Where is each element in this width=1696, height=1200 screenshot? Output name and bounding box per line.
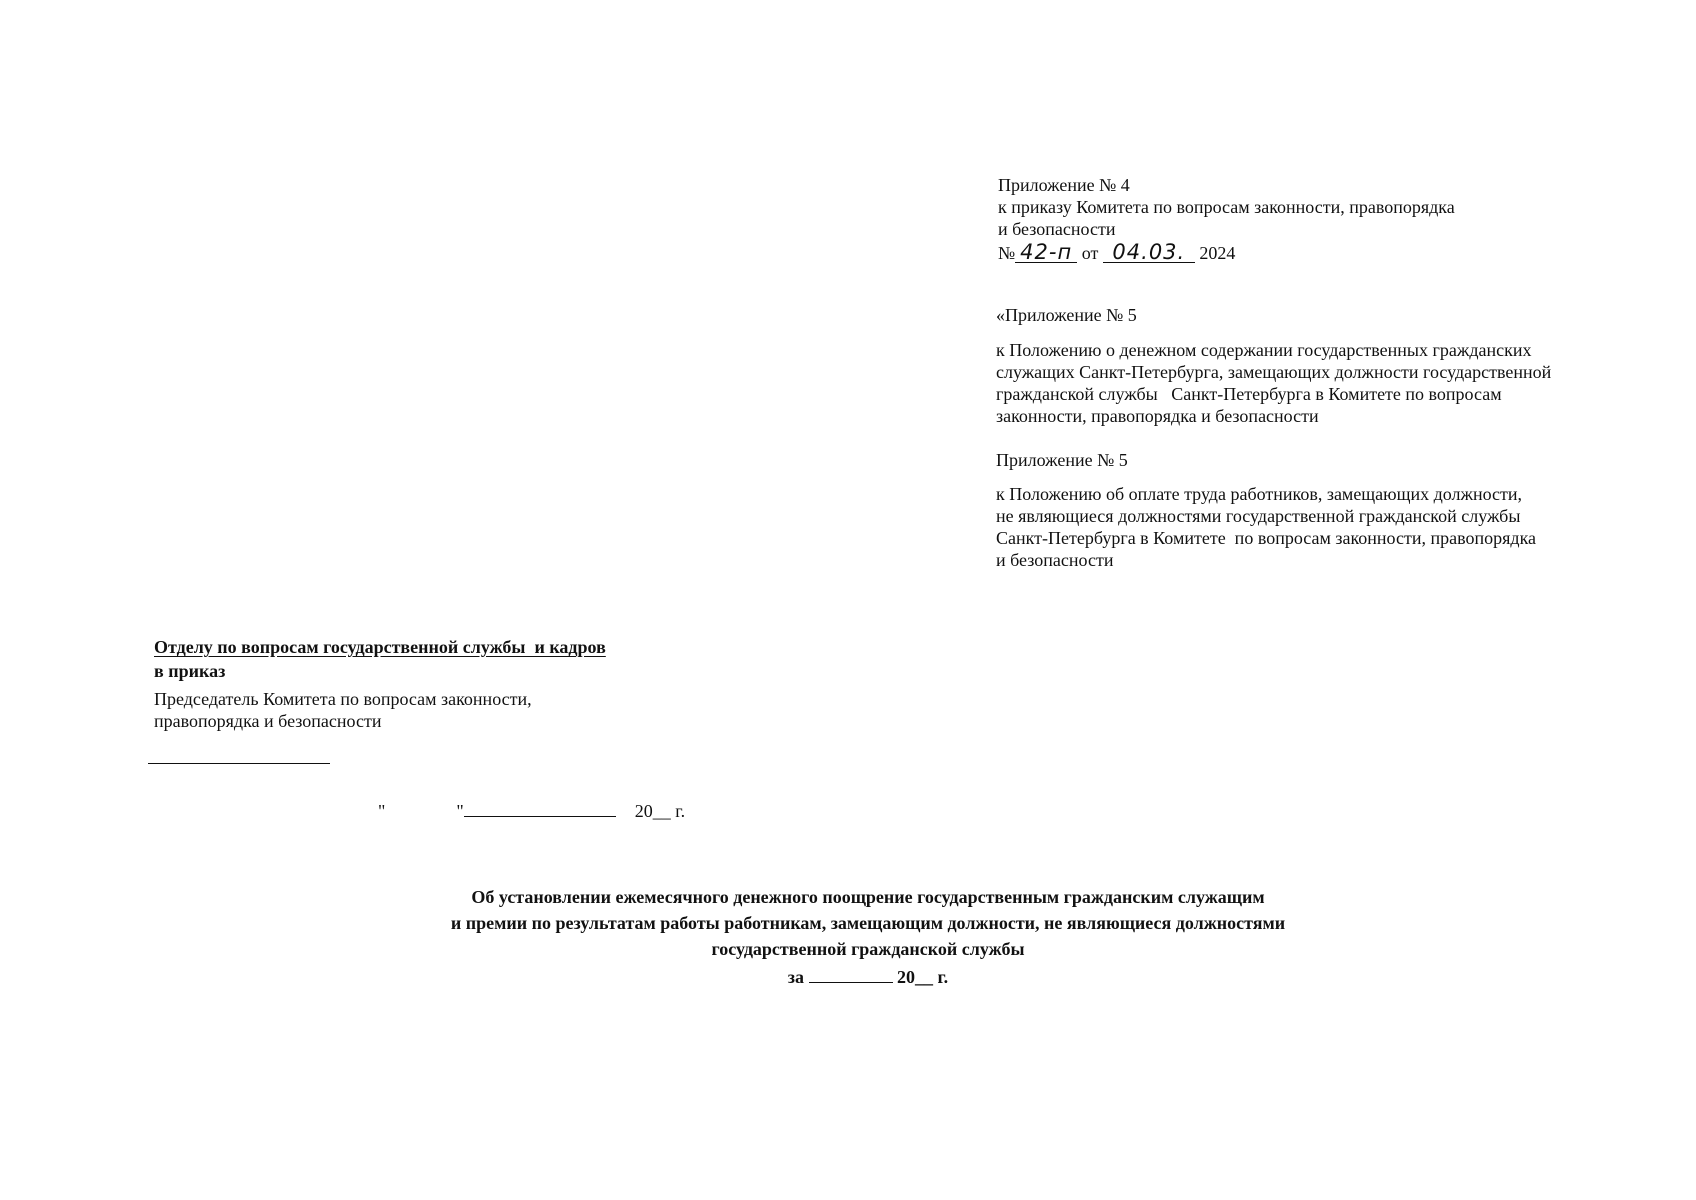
appendix-civil-service [996,304,1551,427]
appendix-employees-line-4: и безопасности [996,550,1114,570]
appendix-employees-line-1: к Положению об оплате труда работников, замещающих должности, [996,484,1523,504]
header-line-2: к приказу Комитета по вопросам законности, правопорядка [998,197,1455,217]
date-year-prefix: 20__ [634,801,671,821]
title-line-1: Об установлении ежемесячного денежного поощрение государственным гражданским служащим [471,887,1265,907]
appendix-employees-line-3: Санкт-Петербурга в Комитете по вопросам законности, правопорядка [996,528,1537,548]
handwritten-order-date: 04.03. [1103,242,1195,263]
appendix-civil-service-heading: «Приложение № 5 [996,305,1137,325]
title-period-year: 20__ [897,967,934,987]
appendix-civil-service-line-2: служащих Санкт-Петербурга, замещающих должности государственной [996,362,1552,382]
title-period-prefix: за [787,967,805,987]
appendix-employees-heading: Приложение № 5 [996,450,1128,470]
date-month-blank [464,800,616,817]
title-period-line [0,964,1696,990]
routing-action: в приказ [154,661,226,681]
date-open-quote: " [378,801,386,821]
header-line-3: и безопасности [998,219,1116,239]
order-number-line [998,242,1455,264]
routing-department: Отделу по вопросам государственной службы и кадров [154,637,606,657]
order-year: 2024 [1199,243,1236,263]
header-line-1: Приложение № 4 [998,175,1130,195]
date-line [378,800,685,822]
document-title [0,884,1696,990]
appendix-employees [996,449,1536,571]
title-period-suffix: г. [937,967,949,987]
title-period-blank [809,966,893,983]
chair-line-1: Председатель Комитета по вопросам законности, [154,689,532,709]
handwritten-order-number: 42-п [1015,242,1077,263]
title-line-2: и премии по результатам работы работникам, замещающим должности, не являющиеся должностями [450,913,1286,933]
order-appendix-header [998,174,1455,264]
appendix-civil-service-line-3: гражданской службы Санкт-Петербурга в Комитете по вопросам [996,384,1502,404]
title-line-3: государственной гражданской службы [711,939,1025,959]
signature-line [148,763,330,764]
date-connector: от [1081,243,1099,263]
appendix-civil-service-line-1: к Положению о денежном содержании государственных гражданских [996,340,1532,360]
appendix-employees-line-2: не являющиеся должностями государственной гражданской службы [996,506,1521,526]
date-year-suffix: г. [675,801,686,821]
routing-block [154,636,606,732]
date-close-quote: " [456,801,464,821]
number-sign: № [998,243,1016,263]
chair-line-2: правопорядка и безопасности [154,711,382,731]
appendix-civil-service-line-4: законности, правопорядка и безопасности [996,406,1319,426]
